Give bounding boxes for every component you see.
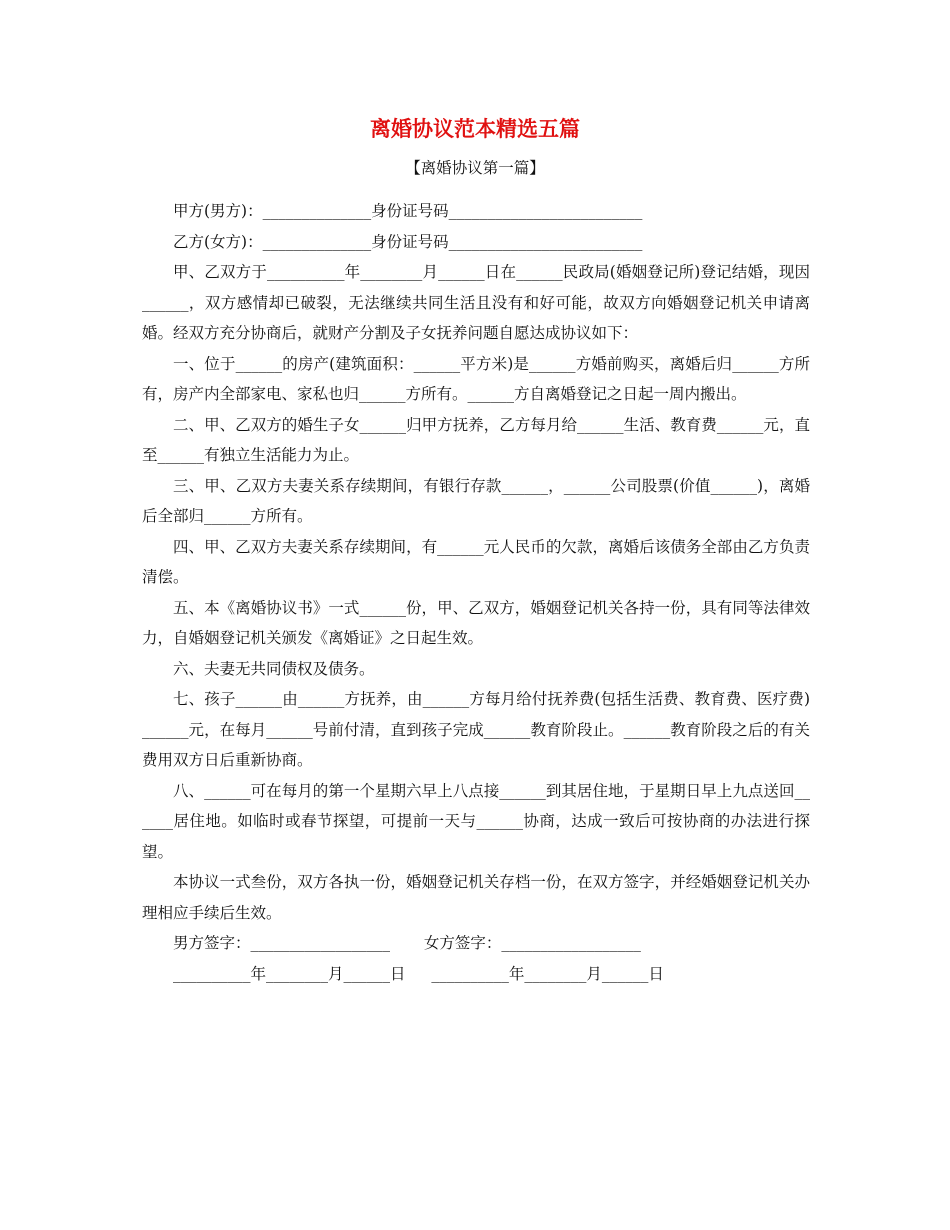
document-body <box>142 196 810 989</box>
clause-7: 七、孩子______由______方抚养，由______方每月给付抚养费(包括生活费、教育费、医疗费)______元，在每月______号前付清，直到孩子完成______教育阶段止。______教育阶段之后的有关费用双方日后重新协商。 <box>142 690 810 769</box>
male-date: __________年________月______日 <box>173 964 406 983</box>
clause-6: 六、夫妻无共同债权及债务。 <box>173 659 375 678</box>
clause-8: 八、______可在每月的第一个星期六早上八点接______到其居住地，于星期日早上九点送回______居住地。如临时或春节探望，可提前一天与______协商，达成一致后可按协商的办法进行探望。 <box>142 781 810 861</box>
signature-row <box>142 928 810 959</box>
clause-5: 五、本《离婚协议书》一式______份，甲、乙双方，婚姻登记机关各持一份，具有同等法律效力，自婚姻登记机关颁发《离婚证》之日起生效。 <box>142 598 810 647</box>
document-subtitle: 【离婚协议第一篇】 <box>405 159 545 177</box>
closing-paragraph: 本协议一式叁份，双方各执一份，婚姻登记机关存档一份，在双方签字，并经婚姻登记机关办理相应手续后生效。 <box>142 873 810 922</box>
male-signature: 男方签字：__________________ <box>173 934 391 952</box>
female-date: __________年________月______日 <box>431 964 664 983</box>
female-signature: 女方签字：__________________ <box>423 934 641 952</box>
party-b-line: 乙方(女方)：______________身份证号码_________________________ <box>173 232 643 251</box>
clause-1: 一、位于______的房产(建筑面积：______平方米)是______方婚前购买，离婚后归______方所有，房产内全部家电、家私也归______方所有。______方自离婚登记之日起一周内搬出。 <box>142 354 810 403</box>
document-title: 离婚协议范本精选五篇 <box>370 116 580 141</box>
party-a-line: 甲方(男方)：______________身份证号码_________________________ <box>173 202 643 220</box>
clause-4: 四、甲、乙双方夫妻关系存续期间，有______元人民币的欠款，离婚后该债务全部由乙方负责清偿。 <box>142 537 810 586</box>
intro-paragraph: 甲、乙双方于__________年________月______日在______民政局(婚姻登记所)登记结婚，现因______，双方感情却已破裂，无法继续共同生活且没有和好可能，故双方向婚姻登记机关申请离婚。经双方充分协商后，就财产分割及子女抚养问题自愿达成协议如下： <box>142 263 810 342</box>
date-row <box>142 959 810 990</box>
clause-2: 二、甲、乙双方的婚生子女______归甲方抚养，乙方每月给______生活、教育费______元，直至______有独立生活能力为止。 <box>142 415 810 464</box>
clause-3: 三、甲、乙双方夫妻关系存续期间，有银行存款______，______公司股票(价值______)，离婚后全部归______方所有。 <box>142 476 810 525</box>
